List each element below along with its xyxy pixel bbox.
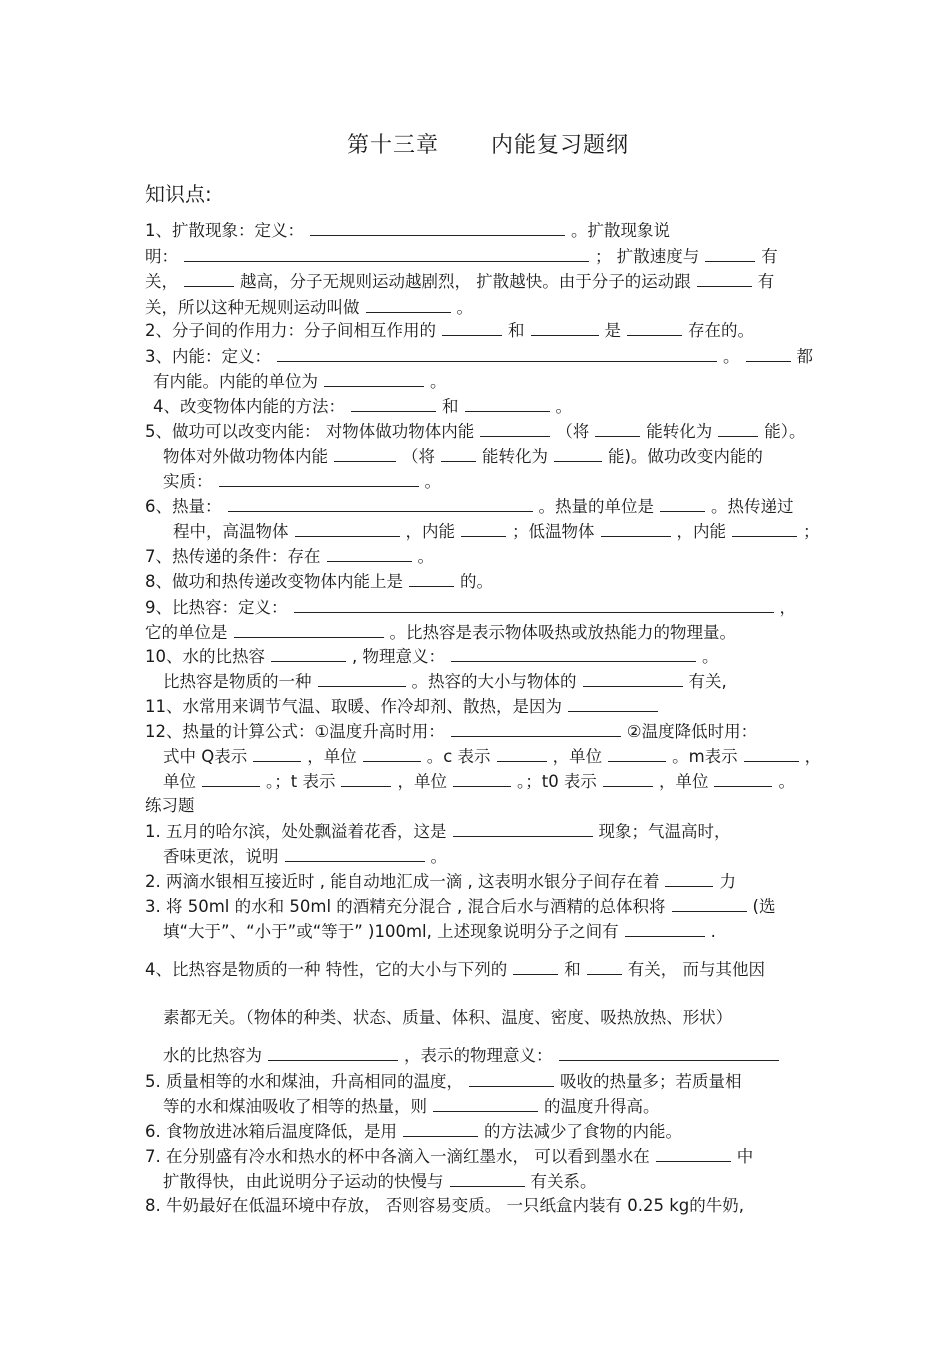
text-line bbox=[173, 521, 820, 542]
fill-in-blank[interactable] bbox=[234, 622, 384, 638]
line-text: 扩散得快，由此说明分子运动的快慢与 bbox=[163, 1172, 444, 1191]
line-text: 和 bbox=[508, 321, 525, 340]
fill-in-blank[interactable] bbox=[441, 446, 476, 462]
line-text: 。；t 表示 bbox=[266, 772, 336, 791]
fill-in-blank[interactable] bbox=[672, 896, 747, 912]
line-text: 6. 食物放进冰箱后温度降低，是用 bbox=[145, 1122, 397, 1141]
fill-in-blank[interactable] bbox=[497, 746, 547, 762]
line-text: （将 bbox=[402, 447, 435, 466]
fill-in-blank[interactable] bbox=[324, 371, 424, 387]
line-text: 。 bbox=[702, 647, 719, 666]
fill-in-blank[interactable] bbox=[568, 696, 658, 712]
text-line bbox=[145, 1071, 742, 1092]
line-text: 力 bbox=[719, 872, 736, 891]
line-text: ，内能 bbox=[676, 522, 726, 541]
title-chapter: 第十三章 bbox=[347, 133, 440, 158]
line-text: 它的单位是 bbox=[145, 623, 228, 642]
fill-in-blank[interactable] bbox=[744, 746, 799, 762]
fill-in-blank[interactable] bbox=[453, 771, 511, 787]
line-text: 现象；气温高时， bbox=[598, 822, 731, 841]
fill-in-blank[interactable] bbox=[219, 471, 419, 487]
fill-in-blank[interactable] bbox=[480, 421, 550, 437]
text-line bbox=[145, 346, 813, 367]
text-line bbox=[145, 271, 774, 292]
line-text: 4、改变物体内能的方法： bbox=[153, 397, 345, 416]
line-text: 5、做功可以改变内能： 对物体做功物体内能 bbox=[145, 422, 475, 441]
line-text: 1. 五月的哈尔滨，处处飘溢着花香，这是 bbox=[145, 822, 447, 841]
text-line bbox=[145, 796, 195, 816]
fill-in-blank[interactable] bbox=[433, 1096, 538, 1112]
fill-in-blank[interactable] bbox=[442, 320, 502, 336]
line-text: 2. 两滴水银相互接近时 , 能自动地汇成一滴 , 这表明水银分子间存在着 bbox=[145, 872, 660, 891]
fill-in-blank[interactable] bbox=[202, 771, 260, 787]
fill-in-blank[interactable] bbox=[403, 1121, 478, 1137]
line-text: 能）。 bbox=[764, 422, 806, 441]
line-text: ，内能 bbox=[405, 522, 455, 541]
line-text: 。；t0 表示 bbox=[516, 772, 597, 791]
fill-in-blank[interactable] bbox=[697, 271, 752, 287]
fill-in-blank[interactable] bbox=[294, 597, 774, 613]
fill-in-blank[interactable] bbox=[268, 1045, 398, 1061]
line-text: 实质： bbox=[163, 472, 213, 491]
line-text: 11、水常用来调节气温、取暖、作冷却剂、散热，是因为 bbox=[145, 697, 562, 716]
text-line bbox=[145, 622, 736, 643]
text-line bbox=[145, 246, 778, 267]
text-line bbox=[163, 1096, 660, 1117]
line-text: 4、比热容是物质的一种 特性，它的大小与下列的 bbox=[145, 960, 508, 979]
line-text: ； bbox=[803, 522, 820, 541]
line-text: ； 扩散速度与 bbox=[595, 247, 700, 266]
line-text: ，单位 bbox=[397, 772, 447, 791]
line-text: 填“大于”、“小于”或“等于” )100ml, 上述现象说明分子之间有 bbox=[163, 922, 619, 941]
text-line bbox=[163, 1045, 785, 1066]
fill-in-blank[interactable] bbox=[451, 646, 696, 662]
line-text: 。 bbox=[430, 372, 447, 391]
text-line bbox=[145, 1196, 744, 1216]
line-text: ；低温物体 bbox=[512, 522, 595, 541]
line-text: 中 bbox=[736, 1147, 754, 1166]
line-text: 能转化为 bbox=[646, 422, 713, 441]
fill-in-blank[interactable] bbox=[409, 571, 454, 587]
text-line bbox=[153, 371, 447, 392]
line-text: 。热量的单位是 bbox=[538, 497, 654, 516]
line-text: 。热传递过 bbox=[711, 497, 794, 516]
line-text: 是 bbox=[604, 321, 621, 340]
line-text: 的方法减少了食物的内能。 bbox=[484, 1122, 682, 1141]
line-text: 香味更浓，说明 bbox=[163, 847, 279, 866]
text-line bbox=[163, 671, 727, 692]
section-heading-knowledge: 知识点: bbox=[145, 182, 212, 206]
line-text: ， bbox=[779, 598, 796, 617]
line-text: 练习题 bbox=[145, 796, 195, 815]
text-line bbox=[145, 646, 719, 667]
line-text: 。 bbox=[778, 772, 795, 791]
fill-in-blank[interactable] bbox=[513, 959, 558, 975]
line-text: 单位 bbox=[163, 772, 196, 791]
line-text: 有内能。内能的单位为 bbox=[153, 372, 318, 391]
fill-in-blank[interactable] bbox=[603, 771, 653, 787]
fill-in-blank[interactable] bbox=[554, 446, 602, 462]
text-line bbox=[145, 721, 757, 742]
fill-in-blank[interactable] bbox=[271, 646, 346, 662]
fill-in-blank[interactable] bbox=[295, 521, 400, 537]
page-title bbox=[347, 128, 629, 159]
text-line bbox=[145, 1121, 682, 1142]
line-text: 式中 Q表示 bbox=[163, 747, 248, 766]
line-text: 3. 将 50ml 的水和 50ml 的酒精充分混合 , 混合后水与酒精的总体积将 bbox=[145, 897, 666, 916]
fill-in-blank[interactable] bbox=[469, 1071, 554, 1087]
fill-in-blank[interactable] bbox=[228, 496, 533, 512]
line-text: 能转化为 bbox=[482, 447, 548, 466]
text-line bbox=[145, 297, 473, 318]
fill-in-blank[interactable] bbox=[366, 297, 451, 313]
line-text: 。 bbox=[417, 547, 434, 566]
fill-in-blank[interactable] bbox=[351, 396, 436, 412]
line-text: 有 bbox=[761, 247, 778, 266]
text-line bbox=[163, 921, 716, 942]
text-line bbox=[145, 896, 775, 917]
line-text: 关， bbox=[145, 272, 178, 291]
line-text: 明： bbox=[145, 247, 178, 266]
fill-in-blank[interactable] bbox=[334, 446, 396, 462]
line-text: 和 bbox=[564, 960, 581, 979]
line-text: 吸收的热量多；若质量相 bbox=[560, 1072, 742, 1091]
text-line bbox=[163, 1008, 732, 1028]
line-text: 12、热量的计算公式：①温度升高时用： bbox=[145, 722, 445, 741]
text-line bbox=[163, 1171, 597, 1192]
fill-in-blank[interactable] bbox=[732, 521, 797, 537]
fill-in-blank[interactable] bbox=[285, 846, 425, 862]
fill-in-blank[interactable] bbox=[451, 721, 621, 737]
line-text: 9、比热容：定义： bbox=[145, 598, 288, 617]
line-text: 。扩散现象说 bbox=[571, 221, 670, 240]
fill-in-blank[interactable] bbox=[746, 346, 791, 362]
fill-in-blank[interactable] bbox=[595, 421, 640, 437]
line-text: 7. 在分别盛有冷水和热水的杯中各滴入一滴红墨水， 可以看到墨水在 bbox=[145, 1147, 650, 1166]
fill-in-blank[interactable] bbox=[601, 521, 671, 537]
line-text: 素都无关。（物体的种类、状态、质量、体积、温度、密度、吸热放热、形状） bbox=[163, 1008, 733, 1027]
text-line bbox=[163, 446, 763, 467]
text-line bbox=[145, 421, 806, 442]
line-text: 和 bbox=[442, 397, 459, 416]
line-text: 3、内能：定义： bbox=[145, 347, 271, 366]
fill-in-blank[interactable] bbox=[665, 871, 713, 887]
fill-in-blank[interactable] bbox=[318, 671, 406, 687]
line-text: ，单位 bbox=[552, 747, 603, 766]
line-text: 有关, bbox=[688, 672, 727, 691]
fill-in-blank[interactable] bbox=[450, 1171, 525, 1187]
line-text: 。比热容是表示物体吸热或放热能力的物理量。 bbox=[389, 623, 736, 642]
text-line bbox=[163, 846, 447, 867]
line-text: 。m表示 bbox=[672, 747, 738, 766]
fill-in-blank[interactable] bbox=[184, 246, 589, 262]
line-text: 有关系。 bbox=[530, 1172, 597, 1191]
line-text: 。 bbox=[456, 298, 473, 317]
line-text: （将 bbox=[556, 422, 590, 441]
text-line bbox=[145, 571, 493, 592]
fill-in-blank[interactable] bbox=[705, 246, 755, 262]
line-text: 水的比热容为 bbox=[163, 1046, 262, 1065]
line-text: 有关， 而与其他因 bbox=[627, 960, 765, 979]
line-text: 物体对外做功物体内能 bbox=[163, 447, 328, 466]
line-text: ②温度降低时用： bbox=[626, 722, 758, 741]
text-line bbox=[145, 546, 434, 567]
text-line bbox=[145, 496, 794, 517]
line-text: 8. 牛奶最好在低温环境中存放， 否则容易变质。 一只纸盒内装有 0.25 kg的牛奶, bbox=[145, 1196, 744, 1215]
text-line bbox=[145, 696, 664, 717]
fill-in-blank[interactable] bbox=[253, 746, 301, 762]
fill-in-blank[interactable] bbox=[625, 921, 705, 937]
line-text: 。 bbox=[424, 472, 441, 491]
fill-in-blank[interactable] bbox=[277, 346, 717, 362]
line-text: 存在的。 bbox=[688, 321, 754, 340]
line-text: 1、扩散现象：定义： bbox=[145, 221, 304, 240]
line-text: 2、分子间的作用力：分子间相互作用的 bbox=[145, 321, 436, 340]
line-text: 都 bbox=[796, 347, 813, 366]
line-text: , 物理意义： bbox=[352, 647, 445, 666]
line-text: 5. 质量相等的水和煤油，升高相同的温度， bbox=[145, 1072, 463, 1091]
line-text: 比热容是物质的一种 bbox=[163, 672, 312, 691]
text-line bbox=[145, 320, 754, 341]
title-topic: 内能复习题纲 bbox=[491, 133, 630, 158]
fill-in-blank[interactable] bbox=[608, 746, 666, 762]
line-text: 能)。做功改变内能的 bbox=[608, 447, 763, 466]
fill-in-blank[interactable] bbox=[660, 496, 705, 512]
line-text: ，表示的物理意义： bbox=[404, 1046, 553, 1065]
fill-in-blank[interactable] bbox=[583, 671, 683, 687]
text-line bbox=[145, 821, 731, 842]
line-text: 等的水和煤油吸收了相等的热量，则 bbox=[163, 1097, 427, 1116]
line-text: 。热容的大小与物体的 bbox=[411, 672, 577, 691]
text-line bbox=[163, 746, 821, 767]
line-text: ，单位 bbox=[307, 747, 357, 766]
fill-in-blank[interactable] bbox=[627, 320, 682, 336]
fill-in-blank[interactable] bbox=[587, 959, 622, 975]
fill-in-blank[interactable] bbox=[363, 746, 421, 762]
line-text: 8、做功和热传递改变物体内能上是 bbox=[145, 572, 403, 591]
line-text: 有 bbox=[757, 272, 775, 291]
fill-in-blank[interactable] bbox=[184, 271, 234, 287]
fill-in-blank[interactable] bbox=[531, 320, 599, 336]
text-line bbox=[163, 471, 441, 492]
line-text: 10、水的比热容 bbox=[145, 647, 265, 666]
fill-in-blank[interactable] bbox=[310, 220, 565, 236]
fill-in-blank[interactable] bbox=[461, 521, 506, 537]
line-text: 越高，分子无规则运动越剧烈， 扩散越快。由于分子的运动跟 bbox=[240, 272, 691, 291]
line-text: 的。 bbox=[460, 572, 493, 591]
line-text: 的温度升得高。 bbox=[544, 1097, 660, 1116]
fill-in-blank[interactable] bbox=[453, 821, 593, 837]
fill-in-blank[interactable] bbox=[465, 396, 550, 412]
text-line bbox=[145, 220, 670, 241]
line-text: 程中，高温物体 bbox=[173, 522, 289, 541]
line-text: 。 bbox=[430, 847, 447, 866]
fill-in-blank[interactable] bbox=[718, 421, 758, 437]
fill-in-blank[interactable] bbox=[559, 1045, 779, 1061]
fill-in-blank[interactable] bbox=[714, 771, 772, 787]
text-line bbox=[145, 871, 736, 892]
line-text: ，单位 bbox=[658, 772, 709, 791]
line-text: 。 bbox=[555, 397, 572, 416]
line-text: . bbox=[710, 922, 716, 941]
fill-in-blank[interactable] bbox=[656, 1146, 731, 1162]
line-text: 6、热量： bbox=[145, 497, 222, 516]
text-line bbox=[145, 959, 765, 980]
line-text: 7、热传递的条件：存在 bbox=[145, 547, 321, 566]
fill-in-blank[interactable] bbox=[327, 546, 412, 562]
text-line bbox=[145, 1146, 753, 1167]
line-text: 。 bbox=[723, 347, 740, 366]
fill-in-blank[interactable] bbox=[341, 771, 391, 787]
line-text: ， bbox=[804, 747, 822, 766]
text-line bbox=[153, 396, 572, 417]
line-text: 关，所以这种无规则运动叫做 bbox=[145, 298, 360, 317]
line-text: (选 bbox=[752, 897, 776, 916]
text-line bbox=[163, 771, 795, 792]
text-line bbox=[145, 597, 796, 618]
line-text: 。c 表示 bbox=[426, 747, 491, 766]
